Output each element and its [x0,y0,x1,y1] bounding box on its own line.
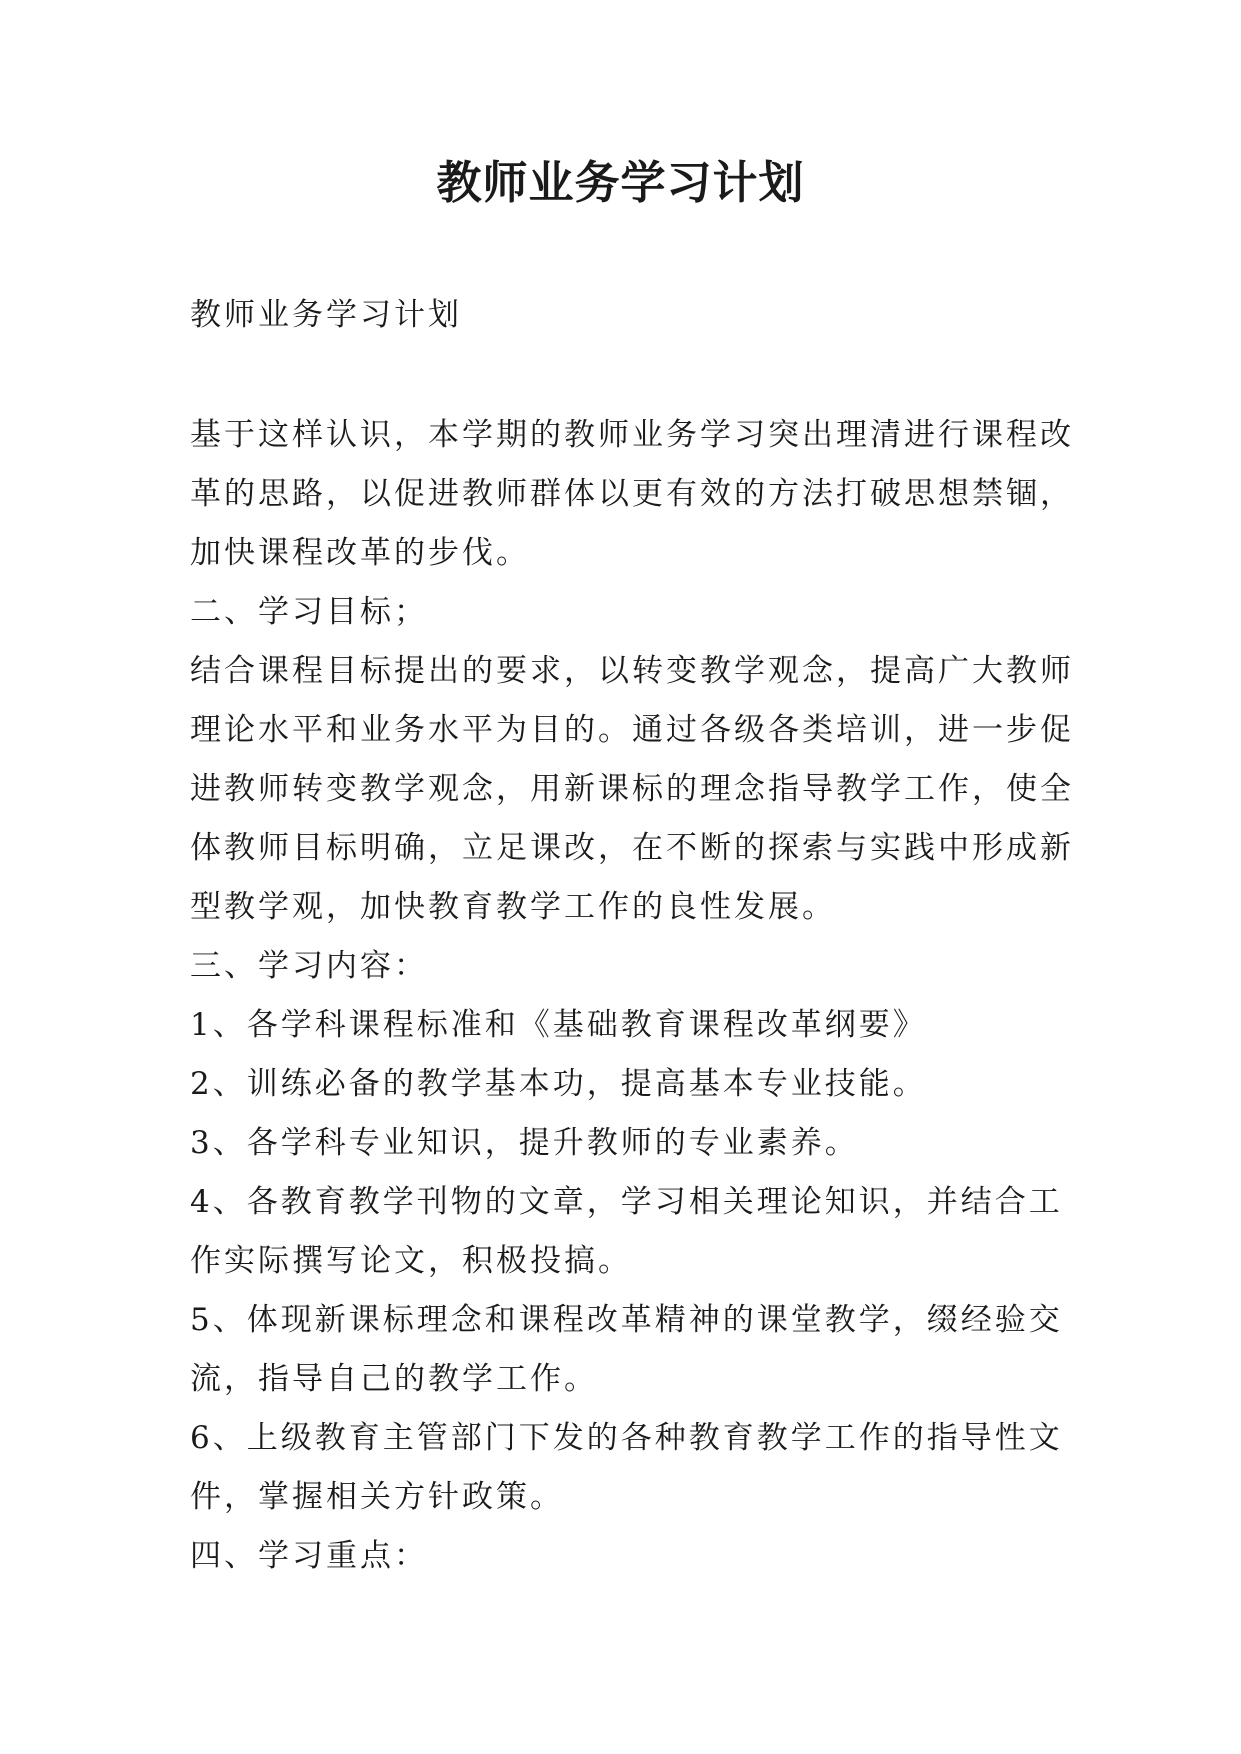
section-heading-goals: 二、学习目标； [190,594,428,630]
body-line: 结合课程目标提出的要求，以转变教学观念，提高广大教师 [190,653,1074,689]
body-line: 革的思路，以促进教师群体以更有效的方法打破思想禁锢， [190,476,1074,512]
body-line: 型教学观，加快教育教学工作的良性发展。 [190,889,836,925]
document-subtitle: 教师业务学习计划 [190,297,462,333]
body-line: 体教师目标明确，立足课改，在不断的探索与实践中形成新 [190,830,1074,866]
document-body [190,406,1074,1586]
list-item: 5、体现新课标理念和课程改革精神的课堂教学，缀经验交 [190,1302,1063,1338]
body-line: 基于这样认识，本学期的教师业务学习突出理清进行课程改 [190,417,1074,453]
document-title: 教师业务学习计划 [436,156,805,209]
list-item: 3、各学科专业知识，提升教师的专业素养。 [190,1125,859,1161]
body-line: 理论水平和业务水平为目的。通过各级各类培训，进一步促 [190,712,1074,748]
list-item: 1、各学科课程标准和《基础教育课程改革纲要》 [190,1007,927,1043]
list-item-continued: 件，掌握相关方针政策。 [190,1479,564,1515]
list-item: 6、上级教育主管部门下发的各种教育教学工作的指导性文 [190,1420,1063,1456]
list-item: 2、训练必备的教学基本功，提高基本专业技能。 [190,1066,927,1102]
list-item-continued: 流，指导自己的教学工作。 [190,1361,598,1397]
body-line: 进教师转变教学观念，用新课标的理念指导教学工作，使全 [190,771,1074,807]
section-heading-focus: 四、学习重点： [190,1538,428,1574]
section-heading-content: 三、学习内容： [190,948,428,984]
body-line: 加快课程改革的步伐。 [190,535,530,571]
list-item: 4、各教育教学刊物的文章，学习相关理论知识，并结合工 [190,1184,1063,1220]
list-item-continued: 作实际撰写论文，积极投搞。 [190,1243,632,1279]
